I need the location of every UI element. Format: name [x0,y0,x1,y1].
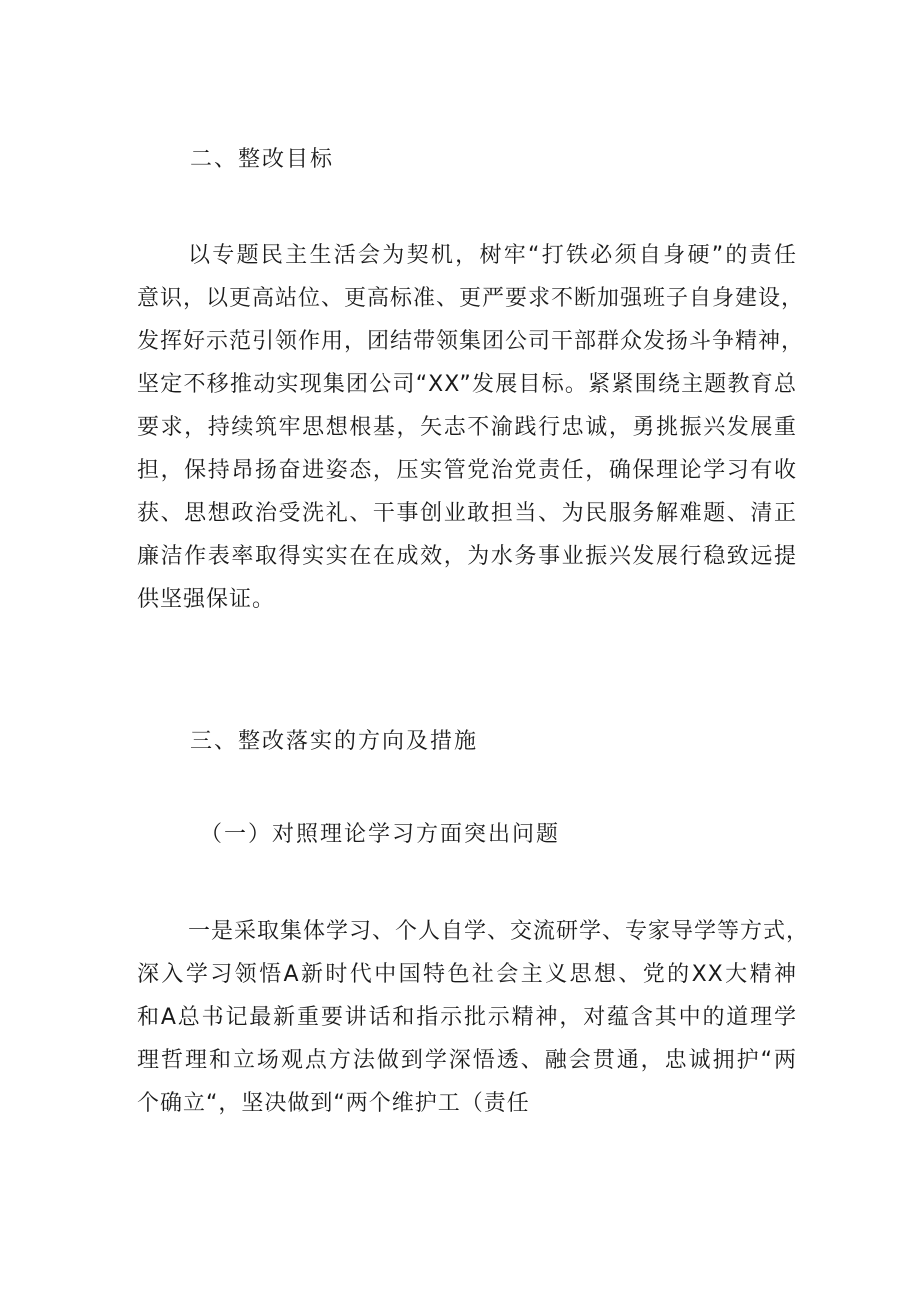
paragraph-line: 和A总书记最新重要讲话和指示批示精神，对蕴含其中的道理学 [137,1005,797,1030]
paragraph-line: 深入学习领悟A新时代中国特色社会主义思想、党的XX大精神 [137,962,797,987]
paragraph-line: 廉洁作表率取得实实在在成效，为水务事业振兴发展行稳致远提 [137,544,797,569]
paragraph-line: 担，保持昂扬奋进姿态，压实管党治党责任，确保理论学习有收 [137,458,797,483]
paragraph-line: 个确立“，坚决做到“两个维护工（责任 [137,1091,530,1116]
paragraph-line: 发挥好示范引领作用，团结带领集团公司干部群众发扬斗争精神， [137,329,805,354]
paragraph-goal [137,234,805,621]
section-heading-measures: 三、整改落实的方向及措施 [190,729,479,754]
paragraph-line: 获、思想政治受洗礼、干事创业敢担当、为民服务解难题、清正 [137,501,797,526]
paragraph-line: 坚定不移推动实现集团公司“XX”发展目标。紧紧围绕主题教育总 [137,372,797,397]
paragraph-line: 以专题民主生活会为契机，树牢“打铁必须自身硬”的责任 [188,243,797,268]
paragraph-theory-study [137,910,810,1125]
paragraph-line: 供坚强保证。 [137,587,276,612]
paragraph-line: 理哲理和立场观点方法做到学深悟透、融会贯通，忠诚拥护“两 [137,1048,797,1073]
subsection-heading-theory-study: （一）对照理论学习方面突出问题 [200,822,561,847]
paragraph-line: 要求，持续筑牢思想根基，矢志不渝践行忠诚，勇挑振兴发展重 [137,415,797,440]
paragraph-line: 意识，以更高站位、更高标准、更严要求不断加强班子自身建设， [137,286,805,311]
paragraph-line: 一是采取集体学习、个人自学、交流研学、专家导学等方式， [188,919,810,944]
section-heading-goal: 二、整改目标 [190,147,335,172]
